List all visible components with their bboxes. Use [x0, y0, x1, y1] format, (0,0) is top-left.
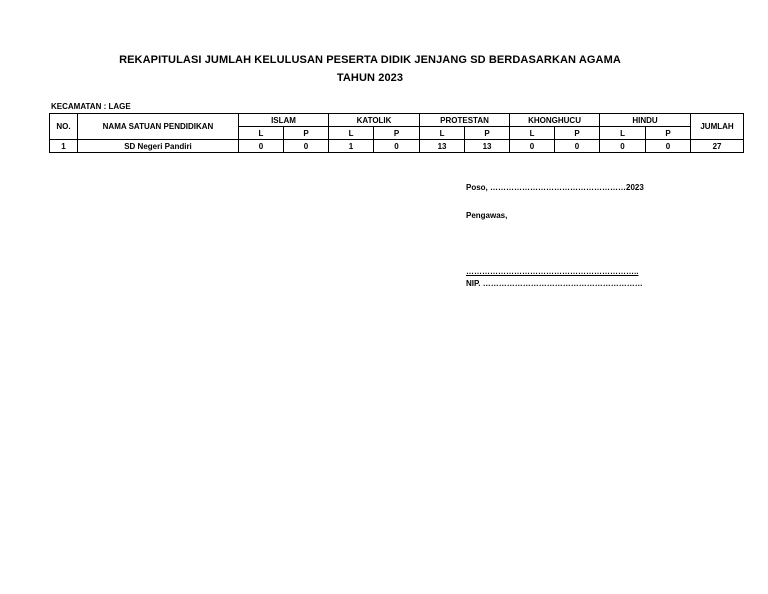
header-row-religions [50, 114, 744, 127]
document-year: TAHUN 2023 [336, 72, 404, 84]
cell-protestan-l: 13 [420, 140, 465, 153]
header-islam: ISLAM [239, 114, 329, 127]
signature-role: Pengawas, [466, 211, 508, 220]
header-protestan: PROTESTAN [420, 114, 510, 127]
cell-jumlah: 27 [691, 140, 744, 153]
cell-katolik-p: 0 [374, 140, 420, 153]
cell-hindu-l: 0 [600, 140, 646, 153]
cell-katolik-l: 1 [329, 140, 374, 153]
cell-protestan-p: 13 [465, 140, 510, 153]
header-nama: NAMA SATUAN PENDIDIKAN [78, 114, 239, 140]
header-islam-l: L [239, 127, 284, 140]
header-protestan-p: P [465, 127, 510, 140]
cell-nama: SD Negeri Pandiri [78, 140, 239, 153]
signature-name-line: ……………………………………………………….. [466, 267, 639, 276]
header-protestan-l: L [420, 127, 465, 140]
cell-no: 1 [50, 140, 78, 153]
header-katolik: KATOLIK [329, 114, 420, 127]
header-hindu-l: L [600, 127, 646, 140]
header-hindu-p: P [646, 127, 691, 140]
cell-islam-l: 0 [239, 140, 284, 153]
header-katolik-l: L [329, 127, 374, 140]
table-row [50, 140, 744, 153]
header-katolik-p: P [374, 127, 420, 140]
cell-khonghucu-p: 0 [555, 140, 600, 153]
cell-hindu-p: 0 [646, 140, 691, 153]
header-no: NO. [50, 114, 78, 140]
cell-khonghucu-l: 0 [510, 140, 555, 153]
header-khonghucu-p: P [555, 127, 600, 140]
cell-islam-p: 0 [284, 140, 329, 153]
header-khonghucu: KHONGHUCU [510, 114, 600, 127]
kecamatan-label: KECAMATAN : LAGE [51, 102, 131, 111]
header-islam-p: P [284, 127, 329, 140]
header-jumlah: JUMLAH [691, 114, 744, 140]
signature-place-date: Poso, ……………………………………………2023 [466, 183, 644, 192]
recap-table [49, 113, 744, 153]
header-hindu: HINDU [600, 114, 691, 127]
header-khonghucu-l: L [510, 127, 555, 140]
document-title: REKAPITULASI JUMLAH KELULUSAN PESERTA DIDIK JENJANG SD BERDASARKAN AGAMA [119, 54, 621, 66]
signature-nip: NIP. …………………………………………………… [466, 279, 643, 288]
